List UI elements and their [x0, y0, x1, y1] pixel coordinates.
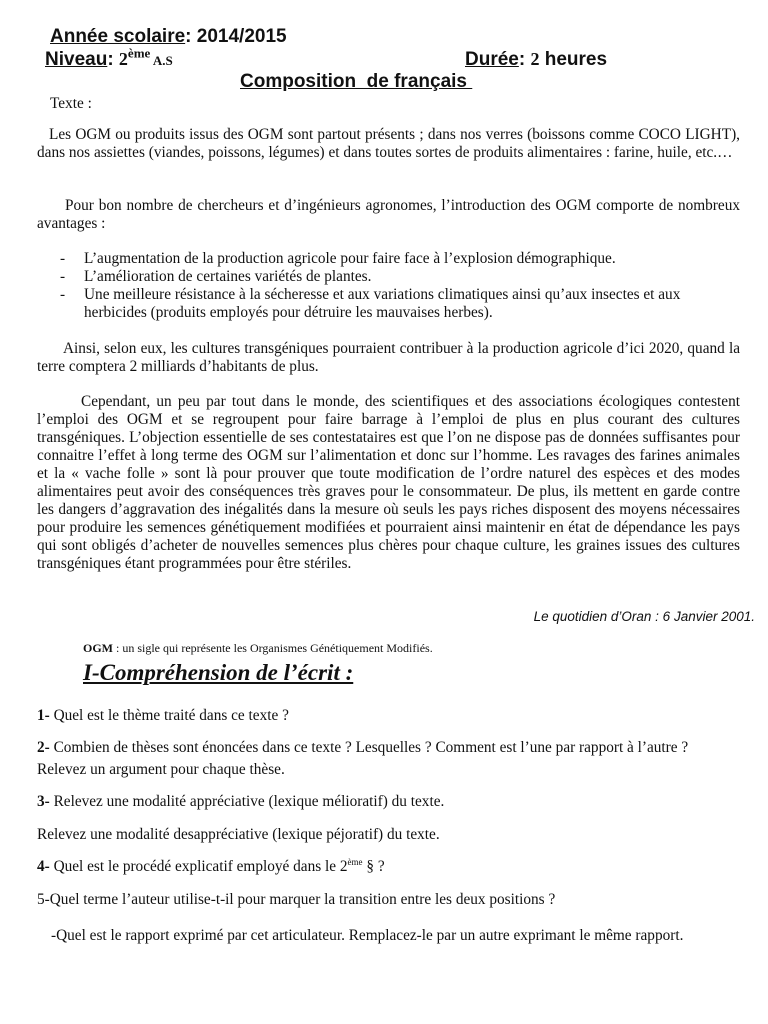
question-5: 5-Quel terme l’auteur utilise-t-il pour marquer la transition entre les deux positions ? — [37, 891, 556, 908]
question-2: 2- Combien de thèses sont énoncées dans ce texte ? Lesquelles ? Comment est l’une par rapport à l’autre ? Relevez un argument pour chaque thèse. — [37, 739, 689, 778]
page-title: Composition de français — [240, 71, 473, 92]
texte-label: Texte : — [50, 95, 92, 112]
question-1: 1- Quel est le thème traité dans ce texte ? — [37, 707, 289, 724]
paragraph-4: Cependant, un peu par tout dans le monde, des scientifiques et des associations écologiques contestent l’emploi des OGM et se regroupent pour faire barrage à l’emploi de plus en plus courant des cultures transgéniques. L’objection essentielle de ses contestataires est que l’on ne dispose pas de données suffisantes pour connaitre l’effet à long terme des OGM sur l’alimentation et donc sur l’homme. Les ravages des farines animales et la « vache folle » sont là pour prouver que toute modification de l’ordre naturel des espèces et des modes alimentaires peut avoir des conséquences très graves pour le consommateur. De plus, ils mettent en garde contre les dangers d’aggravation des inégalités dans la mesure où seuls les pays riches disposent des moyens nécessaires pour produire les semences génétiquement modifiées et pourraient ainsi maintenir en état de dépendance les pays qui sont obligés d’acheter de nouvelles semences plus chères pour chaque culture, les graines issues des cultures transgéniques étant programmées pour être stériles. — [37, 393, 740, 572]
question-5b: -Quel est le rapport exprimé par cet articulateur. Remplacez-le par un autre exprimant le même rapport. — [51, 927, 684, 944]
list-item: - L’amélioration de certaines variétés de plantes. — [58, 268, 740, 286]
paragraph-3: Ainsi, selon eux, les cultures transgéniques pourraient contribuer à la production agricole d’ici 2020, quand la terre comptera 2 milliards d’habitants de plus. — [37, 340, 740, 375]
school-year-label: Année scolaire — [50, 26, 186, 47]
duration-label: Durée — [465, 49, 519, 70]
school-year — [50, 26, 287, 48]
question-4: 4- Quel est le procédé explicatif employé dans le 2ème § ? — [37, 856, 385, 875]
level-label: Niveau — [45, 49, 108, 70]
advantages-list — [58, 250, 740, 322]
source-citation: Le quotidien d’Oran : 6 Janvier 2001. — [533, 609, 755, 624]
paragraph-1: Les OGM ou produits issus des OGM sont partout présents ; dans nos verres (boissons comme COCO LIGHT), dans nos assiettes (viandes, poissons, légumes) et dans toutes sortes de produits alimentaires : farine, huile, etc.… — [37, 126, 740, 161]
ogm-definition: : un sigle qui représente les Organismes Génétiquement Modifiés. — [113, 641, 433, 655]
ogm-term: OGM — [83, 641, 113, 655]
level: Niveau: 2ème A.S — [45, 45, 173, 70]
question-3: 3- Relevez une modalité appréciative (lexique mélioratif) du texte. — [37, 793, 445, 810]
list-item: - L’augmentation de la production agricole pour faire face à l’explosion démographique. — [58, 250, 740, 268]
question-3b: Relevez une modalité desappréciative (lexique péjoratif) du texte. — [37, 826, 440, 843]
school-year-value: : 2014/2015 — [185, 26, 287, 47]
paragraph-2: Pour bon nombre de chercheurs et d’ingénieurs agronomes, l’introduction des OGM comporte de nombreux avantages : — [37, 197, 740, 232]
section-title: I-Compréhension de l’écrit : — [83, 660, 354, 685]
ogm-note — [83, 641, 433, 656]
duration: Durée: 2 heures — [465, 49, 608, 70]
list-item: - Une meilleure résistance à la sécheresse et aux variations climatiques ainsi qu’aux insectes et aux herbicides (produits employés pour détruire les mauvaises herbes). — [58, 286, 740, 322]
